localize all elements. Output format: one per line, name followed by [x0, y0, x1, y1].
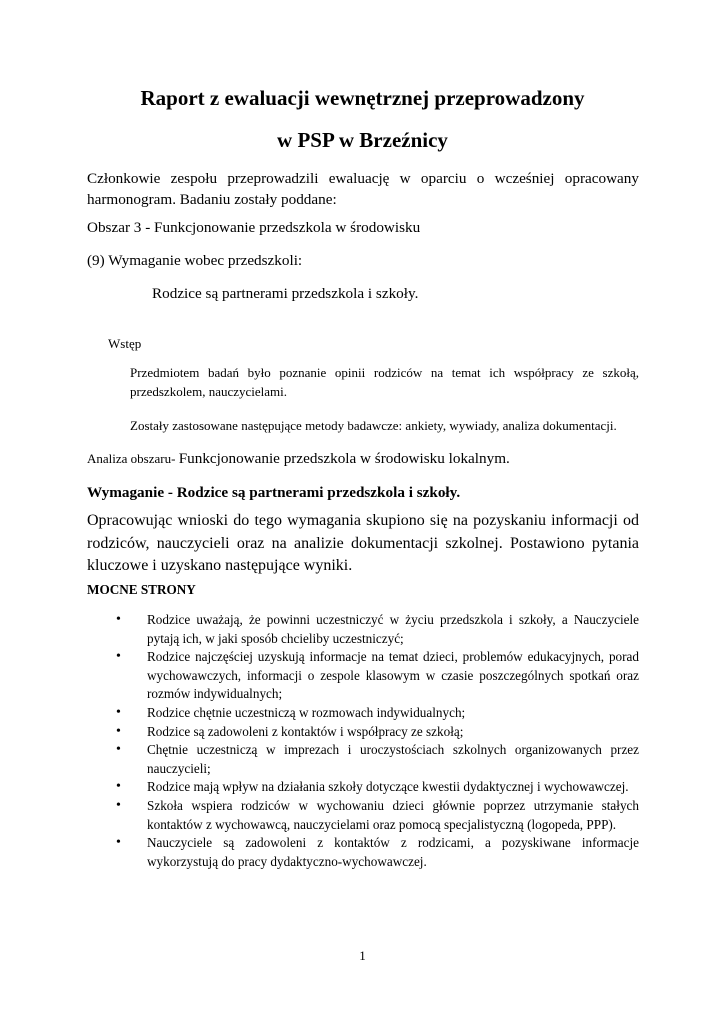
wstep-heading: Wstęp	[108, 336, 142, 351]
analysis-prefix: Analiza obszaru-	[87, 451, 179, 466]
list-item: • Nauczyciele są zadowoleni z kontaktów z rodzicami, a pozyskiwane informacje wykorzystują do pracy dydaktyczno-wychowawczej.	[116, 835, 639, 869]
intro-paragraph: Członkowie zespołu przeprowadzili ewaluację w oparciu o wcześniej opracowany harmonogram. Badaniu zostały poddane:	[87, 170, 639, 208]
bullet-icon: •	[116, 649, 121, 665]
analysis-rest: Funkcjonowanie przedszkola w środowisku lokalnym.	[178, 450, 510, 467]
strengths-list	[116, 611, 639, 871]
method-paragraph: Opracowując wnioski do tego wymagania skupiono się na pozyskaniu informacji od rodziców, nauczycieli oraz na analizie dokumentacji szkolnej. Postawiono pytania kluczowe i uzyskano następujące wyniki.	[87, 512, 639, 574]
bullet-icon: •	[116, 835, 121, 851]
list-item: • Rodzice chętnie uczestniczą w rozmowach indywidualnych;	[116, 704, 639, 723]
list-item: • Rodzice są zadowoleni z kontaktów i współpracy ze szkołą;	[116, 723, 639, 742]
title-line-2: w PSP w Brzeźnicy	[277, 128, 448, 152]
bullet-icon: •	[116, 779, 121, 795]
strengths-heading: MOCNE STRONY	[87, 582, 196, 597]
bullet-icon: •	[116, 742, 121, 758]
title-line-1: Raport z ewaluacji wewnętrznej przeprowadzony	[140, 86, 585, 110]
requirement-heading: Wymaganie - Rodzice są partnerami przedszkola i szkoły.	[87, 484, 461, 501]
list-item: • Rodzice najczęściej uzyskują informacje na temat dzieci, problemów edukacyjnych, porad wychowawczych, informacji o zespole klasowym w czasie poszczególnych spotkań oraz rozmów indywidualnych;	[116, 649, 639, 702]
area-line: Obszar 3 - Funkcjonowanie przedszkola w środowisku	[87, 219, 421, 236]
page-number: 1	[359, 948, 366, 963]
bullet-icon: •	[116, 704, 121, 720]
list-item: • Rodzice mają wpływ na działania szkoły dotyczące kwestii dydaktycznej i wychowawczej.	[116, 778, 639, 797]
requirement-label: (9) Wymaganie wobec przedszkoli:	[87, 252, 303, 269]
bullet-icon: •	[116, 723, 121, 739]
wstep-paragraph-1: Przedmiotem badań było poznanie opinii rodziców na temat ich współpracy ze szkołą, przedszkolem, nauczycielami.	[130, 365, 639, 399]
list-item: • Rodzice uważają, że powinni uczestniczyć w życiu przedszkola i szkoły, a Nauczyciele pytają ich, w jaki sposób chcieliby uczestniczyć;	[116, 612, 639, 646]
wstep-paragraph-2: Zostały zastosowane następujące metody badawcze: ankiety, wywiady, analiza dokumentacji.	[130, 418, 617, 433]
bullet-icon: •	[116, 797, 121, 813]
requirement-text: Rodzice są partnerami przedszkola i szkoły.	[152, 285, 419, 302]
list-item: • Chętnie uczestniczą w imprezach i uroczystościach szkolnych organizowanych przez nauczycieli;	[116, 742, 639, 776]
list-item: • Szkoła wspiera rodziców w wychowaniu dzieci głównie poprzez utrzymanie stałych kontaktów z wychowawcą, nauczycielami oraz pomocą specjalistyczną (logopeda, PPP).	[116, 797, 639, 832]
analysis-line	[87, 449, 510, 469]
bullet-icon: •	[116, 612, 121, 627]
